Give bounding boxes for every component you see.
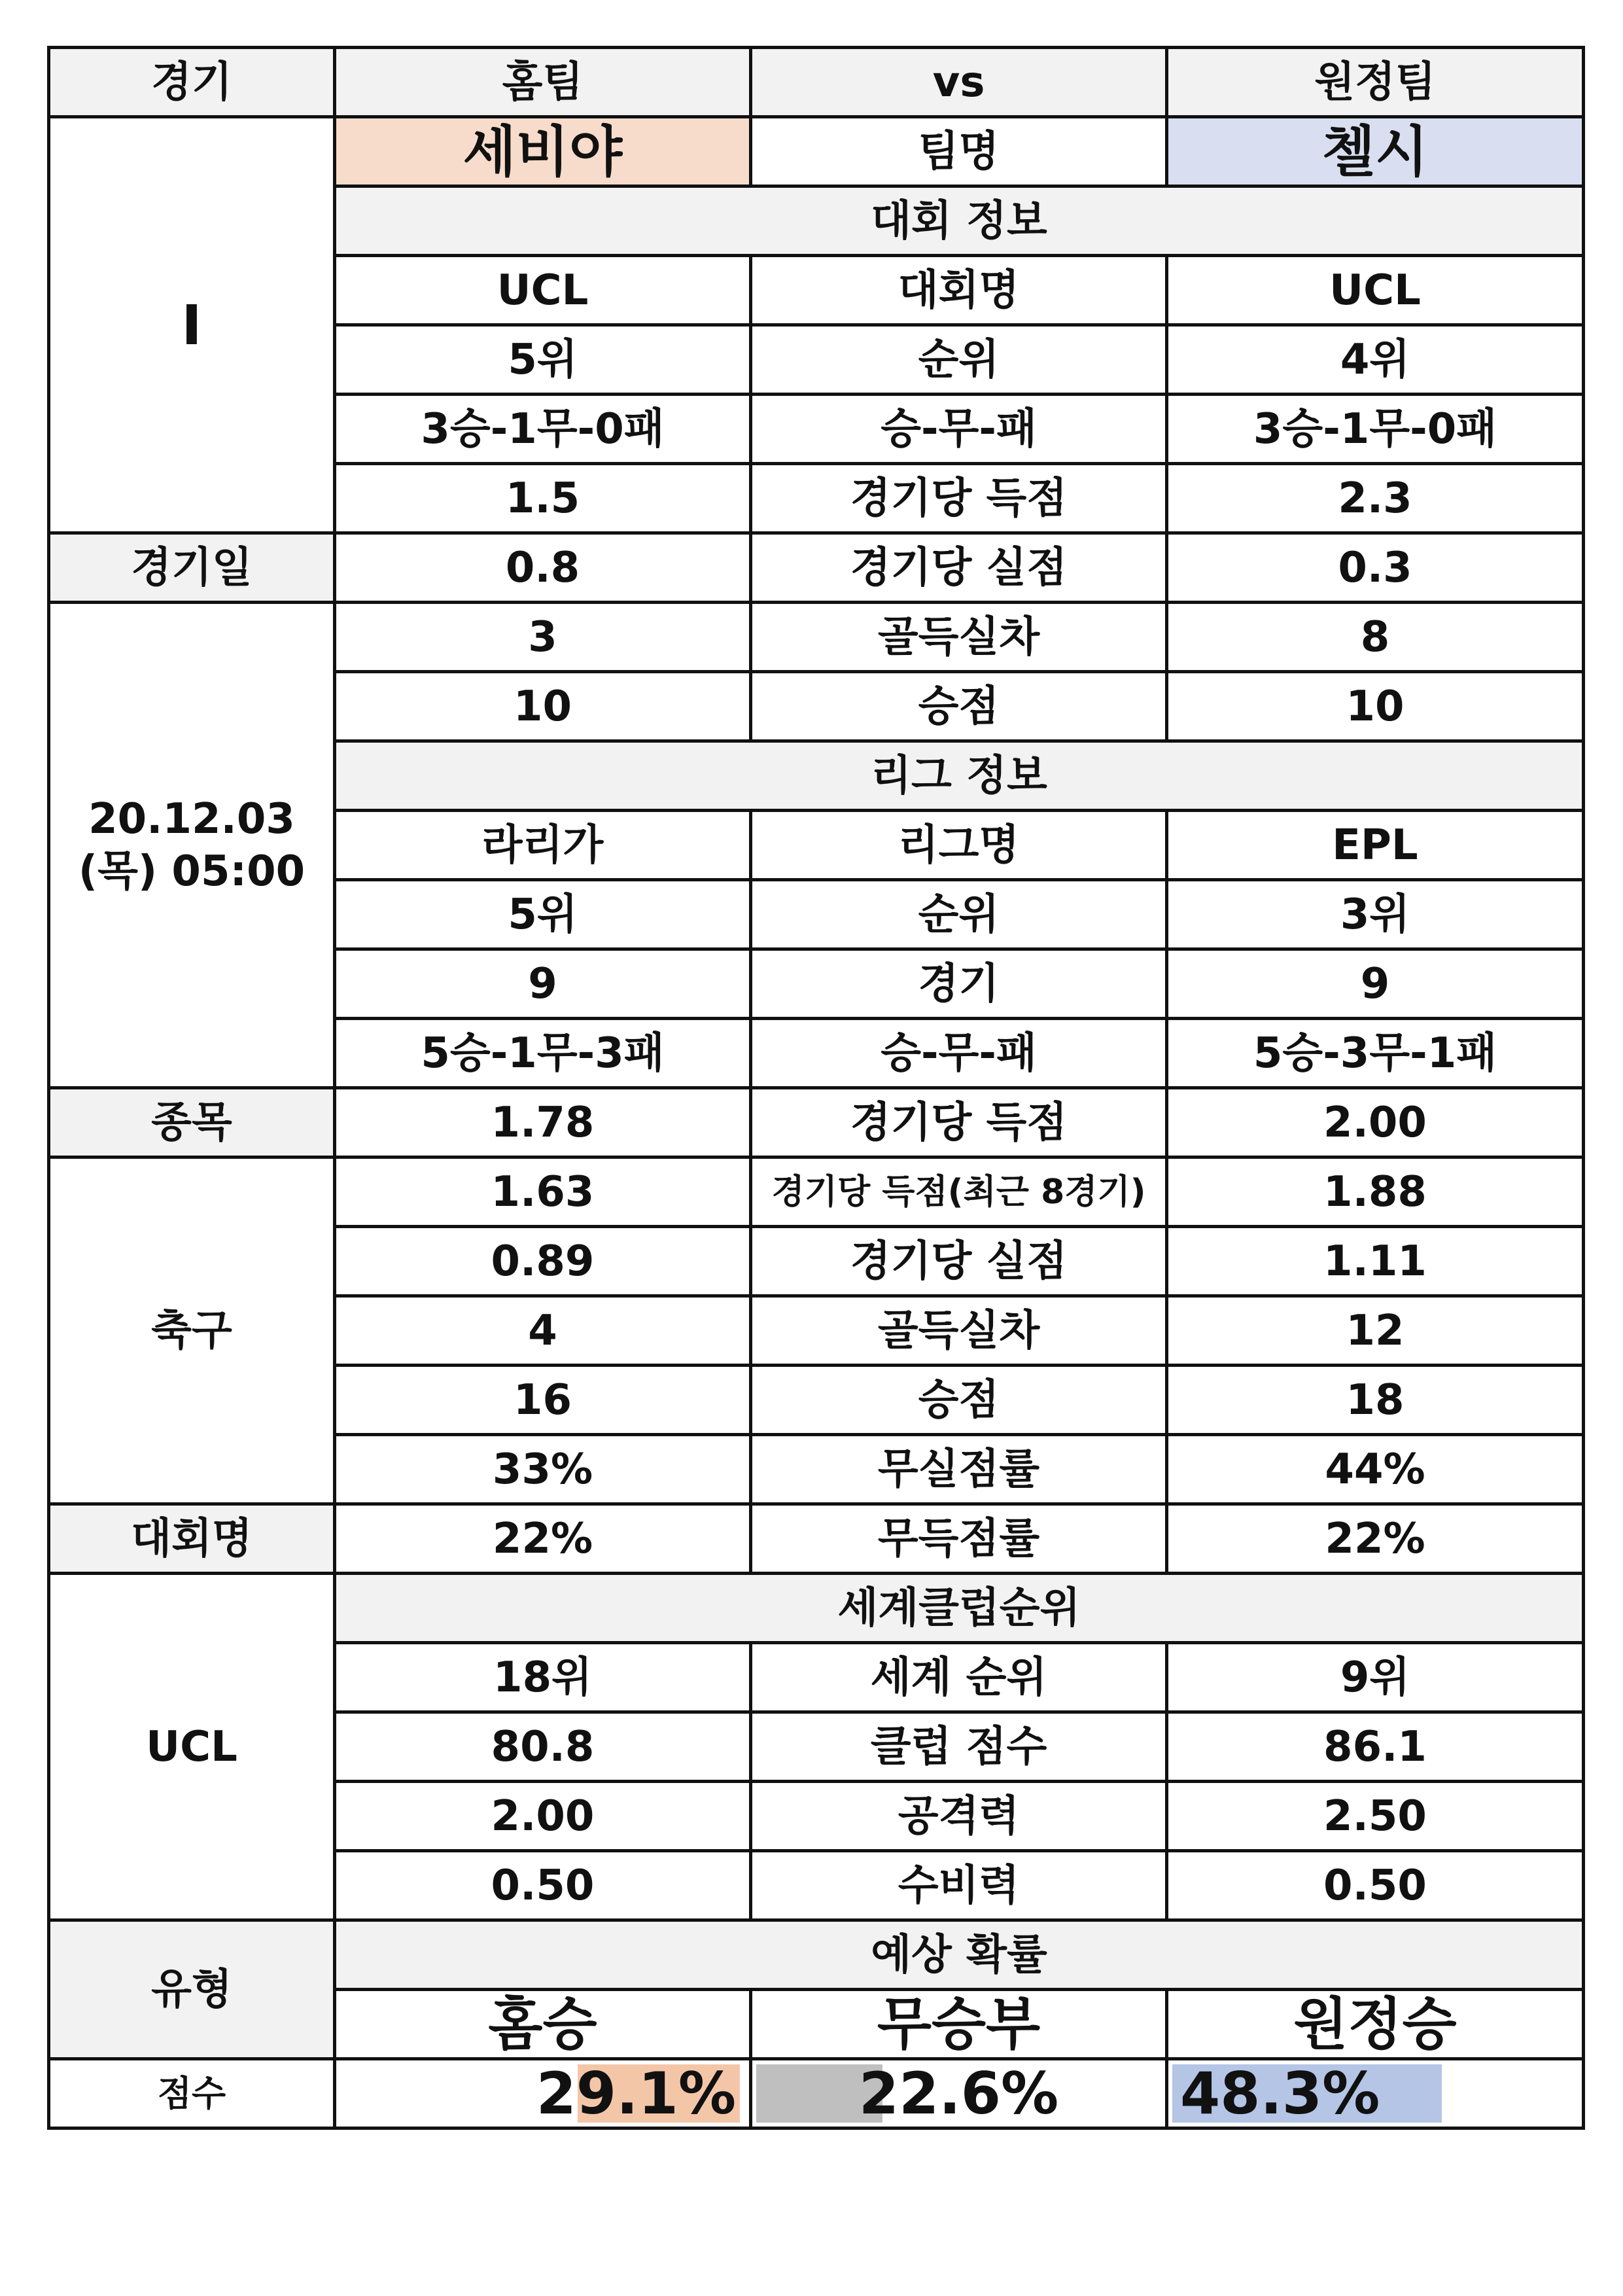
home-value: 3승-1무-0패 (335, 395, 751, 464)
away-value: 2.3 (1167, 464, 1584, 533)
sport-label: 종목 (49, 1088, 335, 1157)
home-probability-cell (335, 2059, 751, 2128)
home-value: 0.8 (335, 533, 751, 603)
home-value: 5위 (335, 880, 751, 949)
home-value: 0.50 (335, 1851, 751, 1920)
stat-label: 대회명 (751, 256, 1167, 325)
stat-label: 순위 (751, 325, 1167, 395)
section-row (49, 1574, 1584, 1643)
header-match: 경기 (49, 48, 335, 117)
away-value: EPL (1167, 811, 1584, 880)
home-team-name: 세비야 (335, 117, 751, 186)
home-value: 5위 (335, 325, 751, 395)
section-row (49, 1920, 1584, 1990)
home-value: 33% (335, 1435, 751, 1504)
stat-label: 경기당 득점(최근 8경기) (751, 1157, 1167, 1227)
stat-row (49, 1157, 1584, 1227)
prediction-title: 예상 확률 (335, 1920, 1584, 1990)
away-value: 9 (1167, 949, 1584, 1019)
away-value: 86.1 (1167, 1712, 1584, 1782)
away-value: 1.88 (1167, 1157, 1584, 1227)
away-win-label: 원정승 (1167, 1990, 1584, 2059)
away-value: 22% (1167, 1504, 1584, 1574)
away-probability: 48.3% (1180, 2059, 1380, 2127)
home-value: 80.8 (335, 1712, 751, 1782)
away-value: 44% (1167, 1435, 1584, 1504)
away-value: 0.3 (1167, 533, 1584, 603)
away-value: 5승-3무-1패 (1167, 1019, 1584, 1088)
stat-label: 승점 (751, 672, 1167, 741)
away-value: 18 (1167, 1366, 1584, 1435)
away-probability-cell (1167, 2059, 1584, 2128)
header-away: 원정팀 (1167, 48, 1584, 117)
home-value: 1.63 (335, 1157, 751, 1227)
match-number: I (49, 117, 335, 533)
stat-label: 경기당 실점 (751, 1227, 1167, 1296)
home-value: 22% (335, 1504, 751, 1574)
stat-label: 경기 (751, 949, 1167, 1019)
draw-probability: 22.6% (858, 2059, 1059, 2127)
match-date: 20.12.03 (목) 05:00 (49, 603, 335, 1088)
away-value: UCL (1167, 256, 1584, 325)
stat-label: 경기당 득점 (751, 464, 1167, 533)
header-row (49, 48, 1584, 117)
stat-row (49, 533, 1584, 603)
home-value: 16 (335, 1366, 751, 1435)
stat-label: 무득점률 (751, 1504, 1167, 1574)
competition-label: 대회명 (49, 1504, 335, 1574)
away-team-name: 첼시 (1167, 117, 1584, 186)
header-vs: vs (751, 48, 1167, 117)
home-value: 2.00 (335, 1782, 751, 1851)
home-value: 10 (335, 672, 751, 741)
away-value: 3승-1무-0패 (1167, 395, 1584, 464)
stat-label: 골득실차 (751, 1296, 1167, 1366)
league-title: 리그 정보 (335, 741, 1584, 811)
home-value: 라리가 (335, 811, 751, 880)
home-probability: 29.1% (536, 2059, 736, 2127)
type-label: 유형 (49, 1920, 335, 2059)
away-value: 3위 (1167, 880, 1584, 949)
away-value: 2.00 (1167, 1088, 1584, 1157)
stat-label: 순위 (751, 880, 1167, 949)
home-value: 3 (335, 603, 751, 672)
home-value: 0.89 (335, 1227, 751, 1296)
home-value: UCL (335, 256, 751, 325)
away-value: 2.50 (1167, 1782, 1584, 1851)
draw-label: 무승부 (751, 1990, 1167, 2059)
away-value: 8 (1167, 603, 1584, 672)
team-label: 팀명 (751, 117, 1167, 186)
home-value: 1.5 (335, 464, 751, 533)
home-value: 4 (335, 1296, 751, 1366)
probability-row (49, 2059, 1584, 2128)
away-value: 12 (1167, 1296, 1584, 1366)
stat-label: 골득실차 (751, 603, 1167, 672)
stat-label: 세계 순위 (751, 1643, 1167, 1712)
stat-label: 경기당 득점 (751, 1088, 1167, 1157)
stat-label: 공격력 (751, 1782, 1167, 1851)
away-value: 4위 (1167, 325, 1584, 395)
draw-probability-cell (751, 2059, 1167, 2128)
stat-label: 리그명 (751, 811, 1167, 880)
stat-label: 수비력 (751, 1851, 1167, 1920)
header-home: 홈팀 (335, 48, 751, 117)
stat-label: 클럽 점수 (751, 1712, 1167, 1782)
stat-label: 경기당 실점 (751, 533, 1167, 603)
stat-label: 승점 (751, 1366, 1167, 1435)
home-value: 5승-1무-3패 (335, 1019, 751, 1088)
competition-value: UCL (49, 1574, 335, 1920)
stat-row (49, 603, 1584, 672)
team-row (49, 117, 1584, 186)
stat-label: 승-무-패 (751, 1019, 1167, 1088)
home-win-label: 홈승 (335, 1990, 751, 2059)
sport-value: 축구 (49, 1157, 335, 1504)
home-value: 18위 (335, 1643, 751, 1712)
date-label: 경기일 (49, 533, 335, 603)
stat-row (49, 1504, 1584, 1574)
match-analysis-table (47, 46, 1585, 2130)
away-value: 0.50 (1167, 1851, 1584, 1920)
stat-label: 승-무-패 (751, 395, 1167, 464)
tournament-title: 대회 정보 (335, 186, 1584, 256)
stat-row (49, 1088, 1584, 1157)
away-value: 10 (1167, 672, 1584, 741)
away-value: 9위 (1167, 1643, 1584, 1712)
away-value: 1.11 (1167, 1227, 1584, 1296)
home-value: 1.78 (335, 1088, 751, 1157)
home-value: 9 (335, 949, 751, 1019)
score-label: 점수 (49, 2059, 335, 2128)
world-ranking-title: 세계클럽순위 (335, 1574, 1584, 1643)
stat-label: 무실점률 (751, 1435, 1167, 1504)
